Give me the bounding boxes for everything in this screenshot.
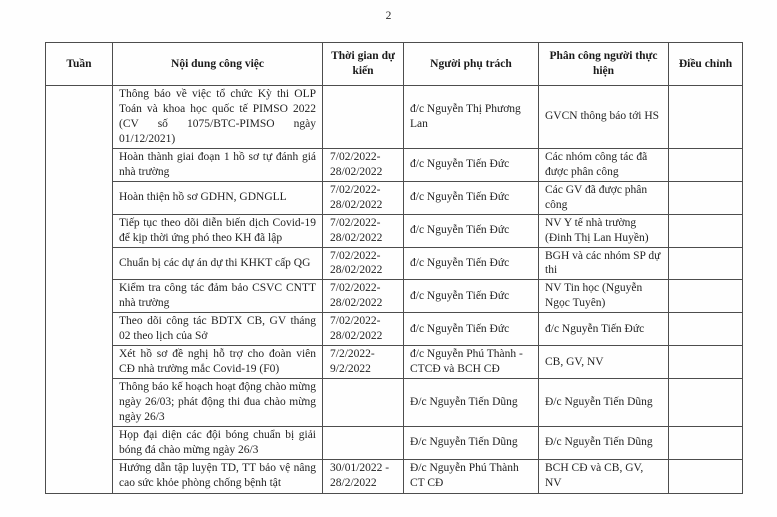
- cell-nguoi-phu-trach: Đ/c Nguyễn Tiến Dũng: [404, 379, 539, 427]
- column-header-thoi-gian: Thời gian dự kiến: [323, 43, 404, 86]
- cell-phan-cong: NV Tin học (Nguyễn Ngọc Tuyên): [539, 280, 669, 313]
- cell-phan-cong: Các GV đã được phân công: [539, 181, 669, 214]
- table-row: [46, 86, 743, 149]
- cell-dieu-chinh: [669, 247, 743, 280]
- cell-noi-dung: Kiểm tra công tác đảm bảo CSVC CNTT nhà trường: [113, 280, 323, 313]
- cell-thoi-gian: 7/02/2022-28/02/2022: [323, 148, 404, 181]
- cell-phan-cong: BCH CĐ và CB, GV, NV: [539, 459, 669, 493]
- cell-noi-dung: Theo dõi công tác BDTX CB, GV tháng 02 theo lịch của Sở: [113, 313, 323, 346]
- cell-dieu-chinh: [669, 426, 743, 459]
- cell-thoi-gian: [323, 426, 404, 459]
- cell-noi-dung: Xét hồ sơ đề nghị hỗ trợ cho đoàn viên CĐ nhà trường mắc Covid-19 (F0): [113, 346, 323, 379]
- cell-dieu-chinh: [669, 346, 743, 379]
- cell-phan-cong: đ/c Nguyễn Tiến Đức: [539, 313, 669, 346]
- cell-nguoi-phu-trach: đ/c Nguyễn Tiến Đức: [404, 313, 539, 346]
- column-header-nguoi-phu-trach: Người phụ trách: [404, 43, 539, 86]
- header-row: [46, 43, 743, 86]
- cell-nguoi-phu-trach: đ/c Nguyễn Tiến Đức: [404, 181, 539, 214]
- cell-noi-dung: Hoàn thành giai đoạn 1 hồ sơ tự đánh giá nhà trường: [113, 148, 323, 181]
- column-header-dieu-chinh: Điều chỉnh: [669, 43, 743, 86]
- cell-thoi-gian: 7/02/2022-28/02/2022: [323, 313, 404, 346]
- table-row: [46, 280, 743, 313]
- cell-nguoi-phu-trach: đ/c Nguyễn Phú Thành - CTCĐ và BCH CĐ: [404, 346, 539, 379]
- cell-thoi-gian: 7/02/2022-28/02/2022: [323, 247, 404, 280]
- cell-nguoi-phu-trach: Đ/c Nguyễn Tiến Dũng: [404, 426, 539, 459]
- cell-thoi-gian: [323, 379, 404, 427]
- cell-phan-cong: GVCN thông báo tới HS: [539, 86, 669, 149]
- column-header-tuan: Tuần: [46, 43, 113, 86]
- cell-dieu-chinh: [669, 86, 743, 149]
- cell-thoi-gian: [323, 86, 404, 149]
- cell-phan-cong: Đ/c Nguyễn Tiến Dũng: [539, 426, 669, 459]
- table-row: [46, 313, 743, 346]
- table-row: [46, 379, 743, 427]
- cell-nguoi-phu-trach: đ/c Nguyễn Tiến Đức: [404, 280, 539, 313]
- cell-noi-dung: Họp đại diện các đội bóng chuẩn bị giải bóng đá chào mừng ngày 26/3: [113, 426, 323, 459]
- schedule-table: [45, 42, 743, 494]
- cell-noi-dung: Thông báo về việc tổ chức Kỳ thi OLP Toán và khoa học quốc tế PIMSO 2022 (CV số 1075/BTC-PIMSO ngày 01/12/2021): [113, 86, 323, 149]
- cell-phan-cong: CB, GV, NV: [539, 346, 669, 379]
- table-row: [46, 181, 743, 214]
- cell-dieu-chinh: [669, 148, 743, 181]
- table-row: [46, 214, 743, 247]
- table-row: [46, 459, 743, 493]
- column-header-noi-dung: Nội dung công việc: [113, 43, 323, 86]
- cell-phan-cong: Đ/c Nguyễn Tiến Dũng: [539, 379, 669, 427]
- table-header: [46, 43, 743, 86]
- cell-noi-dung: Hoàn thiện hồ sơ GDHN, GDNGLL: [113, 181, 323, 214]
- table-row: [46, 247, 743, 280]
- cell-phan-cong: Các nhóm công tác đã được phân công: [539, 148, 669, 181]
- cell-thoi-gian: 7/02/2022-28/02/2022: [323, 214, 404, 247]
- cell-thoi-gian: 30/01/2022 - 28/2/2022: [323, 459, 404, 493]
- cell-tuan-merged: [46, 86, 113, 494]
- cell-nguoi-phu-trach: Đ/c Nguyễn Phú Thành CT CĐ: [404, 459, 539, 493]
- cell-nguoi-phu-trach: đ/c Nguyễn Tiến Đức: [404, 148, 539, 181]
- column-header-phan-cong: Phân công người thực hiện: [539, 43, 669, 86]
- cell-noi-dung: Chuẩn bị các dự án dự thi KHKT cấp QG: [113, 247, 323, 280]
- cell-noi-dung: Thông báo kế hoạch hoạt động chào mừng ngày 26/03; phát động thi đua chào mừng ngày 26/3: [113, 379, 323, 427]
- cell-phan-cong: NV Y tế nhà trường (Đinh Thị Lan Huyền): [539, 214, 669, 247]
- cell-dieu-chinh: [669, 214, 743, 247]
- cell-phan-cong: BGH và các nhóm SP dự thi: [539, 247, 669, 280]
- cell-dieu-chinh: [669, 181, 743, 214]
- cell-noi-dung: Tiếp tục theo dõi diễn biến dịch Covid-19 để kịp thời ứng phó theo KH đã lập: [113, 214, 323, 247]
- cell-dieu-chinh: [669, 379, 743, 427]
- page-number: 2: [385, 10, 392, 22]
- table-row: [46, 148, 743, 181]
- cell-thoi-gian: 7/02/2022-28/02/2022: [323, 280, 404, 313]
- cell-dieu-chinh: [669, 459, 743, 493]
- cell-noi-dung: Hướng dẫn tập luyện TD, TT bảo vệ nâng cao sức khỏe phòng chống bệnh tật: [113, 459, 323, 493]
- table-row: [46, 346, 743, 379]
- table-body: [46, 86, 743, 494]
- cell-thoi-gian: 7/2/2022-9/2/2022: [323, 346, 404, 379]
- cell-nguoi-phu-trach: đ/c Nguyễn Tiến Đức: [404, 247, 539, 280]
- cell-dieu-chinh: [669, 280, 743, 313]
- cell-dieu-chinh: [669, 313, 743, 346]
- cell-nguoi-phu-trach: đ/c Nguyễn Tiến Đức: [404, 214, 539, 247]
- table-row: [46, 426, 743, 459]
- cell-nguoi-phu-trach: đ/c Nguyễn Thị Phương Lan: [404, 86, 539, 149]
- cell-thoi-gian: 7/02/2022-28/02/2022: [323, 181, 404, 214]
